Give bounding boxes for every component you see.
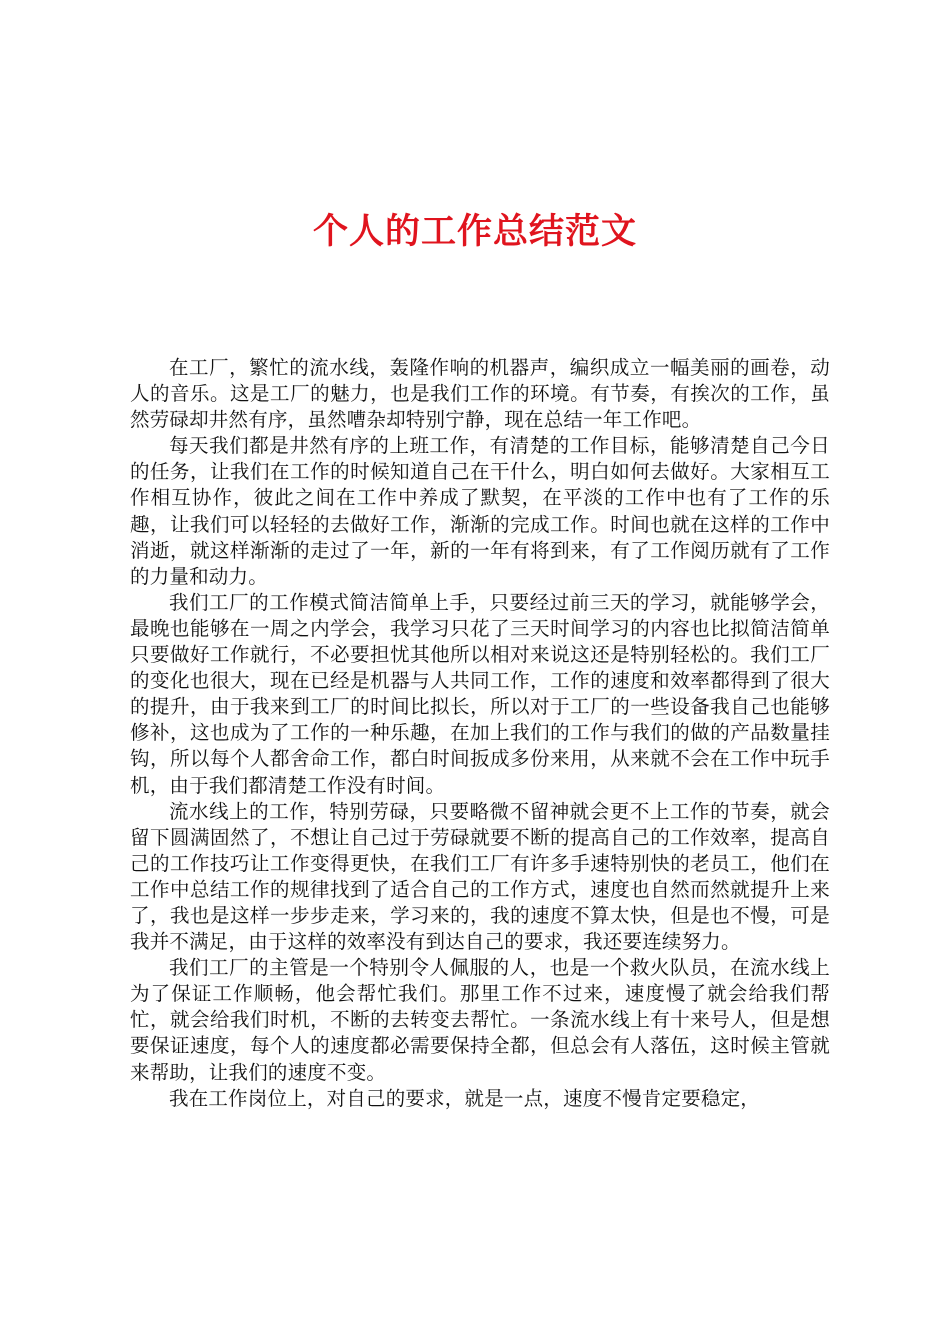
- paragraph: 我们工厂的主管是一个特别令人佩服的人，也是一个救火队员，在流水线上为了保证工作顺畅，他会帮忙我们。那里工作不过来，速度慢了就会给我们帮忙，就会给我们时机，不断的去转变去帮忙。一条流水线上有十来号人，但是想要保证速度，每个人的速度都必需要保持全都，但总会有人落伍，这时候主管就来帮助，让我们的速度不变。: [130, 956, 830, 1084]
- paragraph: 在工厂，繁忙的流水线，轰隆作响的机器声，编织成立一幅美丽的画卷，动人的音乐。这是工厂的魅力，也是我们工作的环境。有节奏，有挨次的工作，虽然劳碌却井然有序，虽然嘈杂却特别宁静，现在总结一年工作吧。: [130, 356, 830, 432]
- paragraph: 流水线上的工作，特别劳碌，只要略微不留神就会更不上工作的节奏，就会留下圆满固然了，不想让自己过于劳碌就要不断的提高自己的工作效率，提高自己的工作技巧让工作变得更快，在我们工厂有许多手速特别快的老员工，他们在工作中总结工作的规律找到了适合自己的工作方式，速度也自然而然就提升上来了，我也是这样一步步走来，学习来的，我的速度不算太快，但是也不慢，可是我并不满足，由于这样的效率没有到达自己的要求，我还要连续努力。: [130, 799, 830, 954]
- document-body: [130, 355, 830, 1112]
- paragraph: 我在工作岗位上，对自己的要求，就是一点，速度不慢肯定要稳定，: [169, 1086, 761, 1110]
- document-title: 个人的工作总结范文: [312, 211, 637, 252]
- paragraph: 每天我们都是井然有序的上班工作，有清楚的工作目标，能够清楚自己今日的任务，让我们在工作的时候知道自己在干什么，明白如何去做好。大家相互工作相互协作，彼此之间在工作中养成了默契，在平淡的工作中也有了工作的乐趣，让我们可以轻轻的去做好工作，渐渐的完成工作。时间也就在这样的工作中消逝，就这样渐渐的走过了一年，新的一年有将到来，有了工作阅历就有了工作的力量和动力。: [130, 434, 830, 588]
- paragraph: 我们工厂的工作模式简洁简单上手，只要经过前三天的学习，就能够学会，最晚也能够在一周之内学会，我学习只花了三天时间学习的内容也比拟简洁简单只要做好工作就行，不必要担忧其他所以相对来说这还是特别轻松的。我们工厂的变化也很大，现在已经是机器与人共同工作，工作的速度和效率都得到了很大的提升，由于我来到工厂的时间比拟长，所以对于工厂的一些设备我自己也能够修补，这也成为了工作的一种乐趣，在加上我们的工作与我们的做的产品数量挂钩，所以每个人都舍命工作，都白时间扳成多份来用，从来就不会在工作中玩手机，由于我们都清楚工作没有时间。: [130, 590, 830, 797]
